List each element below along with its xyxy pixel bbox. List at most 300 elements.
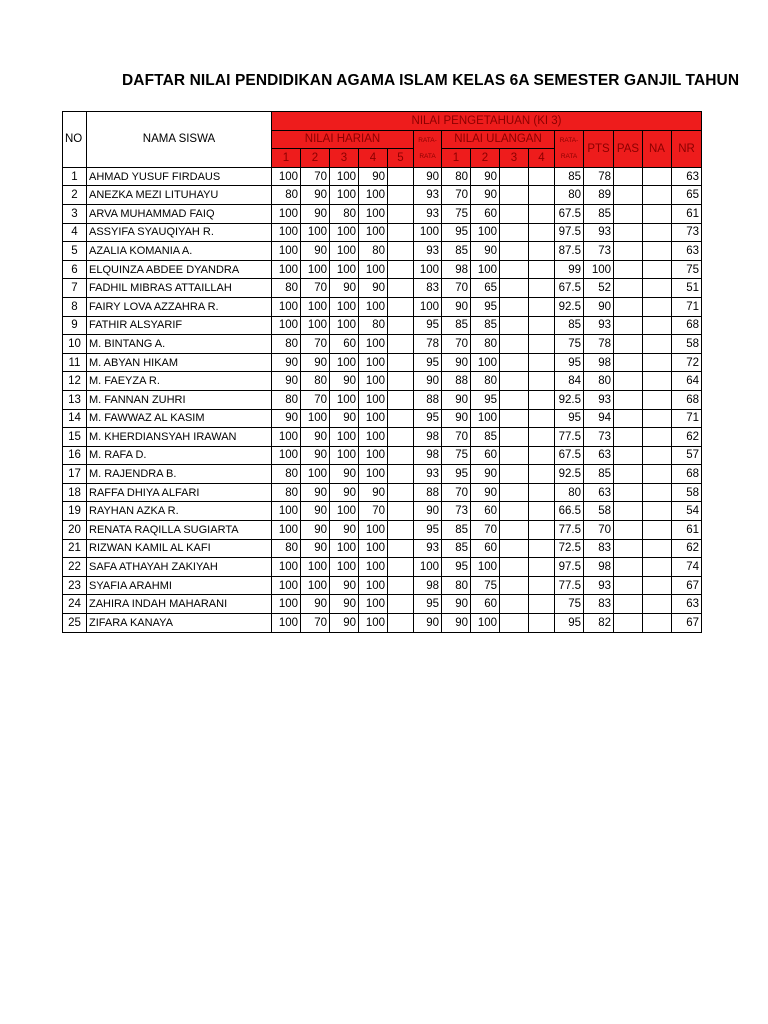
cell-ulangan-1: 85 <box>442 521 471 540</box>
cell-pts: 90 <box>584 297 614 316</box>
cell-no: 4 <box>63 223 87 242</box>
cell-pts: 63 <box>584 446 614 465</box>
cell-pts: 98 <box>584 558 614 577</box>
cell-nr: 54 <box>672 502 702 521</box>
cell-harian-2: 90 <box>301 186 330 205</box>
cell-pts: 85 <box>584 465 614 484</box>
cell-pts: 58 <box>584 502 614 521</box>
cell-ulangan-4 <box>529 521 555 540</box>
cell-ulangan-1: 75 <box>442 446 471 465</box>
cell-pts: 93 <box>584 390 614 409</box>
cell-ulangan-1: 70 <box>442 428 471 447</box>
cell-ulangan-1: 90 <box>442 595 471 614</box>
cell-harian-3: 100 <box>330 186 359 205</box>
cell-ulangan-2: 100 <box>471 409 500 428</box>
cell-harian-1: 100 <box>272 428 301 447</box>
cell-nr: 67 <box>672 576 702 595</box>
table-row <box>63 428 702 447</box>
cell-harian-2: 70 <box>301 614 330 633</box>
cell-ulangan-1: 70 <box>442 483 471 502</box>
cell-pts: 78 <box>584 335 614 354</box>
cell-harian-5 <box>388 167 414 186</box>
cell-harian-1: 80 <box>272 335 301 354</box>
cell-harian-1: 80 <box>272 186 301 205</box>
cell-na <box>643 558 672 577</box>
table-row <box>63 595 702 614</box>
cell-nr: 67 <box>672 614 702 633</box>
cell-no: 9 <box>63 316 87 335</box>
cell-harian-3: 90 <box>330 483 359 502</box>
cell-harian-2: 90 <box>301 446 330 465</box>
cell-ulangan-3 <box>500 595 529 614</box>
cell-ulangan-2: 60 <box>471 204 500 223</box>
cell-rata-rata-ulangan: 87.5 <box>555 242 584 261</box>
cell-harian-2: 80 <box>301 372 330 391</box>
header-nama-siswa: NAMA SISWA <box>87 112 272 168</box>
cell-nr: 51 <box>672 279 702 298</box>
cell-no: 15 <box>63 428 87 447</box>
cell-no: 19 <box>63 502 87 521</box>
cell-pas <box>614 483 643 502</box>
cell-harian-3: 100 <box>330 502 359 521</box>
cell-ulangan-1: 70 <box>442 186 471 205</box>
cell-rata-rata-harian: 90 <box>414 167 442 186</box>
cell-harian-3: 90 <box>330 372 359 391</box>
cell-ulangan-4 <box>529 558 555 577</box>
header-rata-rata-ulangan: RATA-RATA <box>555 130 584 167</box>
cell-ulangan-1: 80 <box>442 167 471 186</box>
cell-ulangan-3 <box>500 558 529 577</box>
cell-pts: 89 <box>584 186 614 205</box>
cell-ulangan-1: 85 <box>442 316 471 335</box>
cell-rata-rata-harian: 95 <box>414 353 442 372</box>
cell-ulangan-1: 98 <box>442 260 471 279</box>
cell-ulangan-2: 95 <box>471 390 500 409</box>
table-row <box>63 297 702 316</box>
cell-ulangan-3 <box>500 409 529 428</box>
cell-no: 13 <box>63 390 87 409</box>
cell-no: 7 <box>63 279 87 298</box>
table-row <box>63 186 702 205</box>
cell-na <box>643 539 672 558</box>
cell-harian-4: 100 <box>359 576 388 595</box>
cell-ulangan-4 <box>529 353 555 372</box>
cell-ulangan-2: 90 <box>471 242 500 261</box>
cell-ulangan-3 <box>500 316 529 335</box>
cell-rata-rata-harian: 98 <box>414 446 442 465</box>
cell-ulangan-4 <box>529 502 555 521</box>
cell-harian-1: 100 <box>272 242 301 261</box>
cell-harian-3: 100 <box>330 390 359 409</box>
cell-pts: 73 <box>584 242 614 261</box>
table-row <box>63 539 702 558</box>
cell-ulangan-3 <box>500 428 529 447</box>
cell-harian-2: 90 <box>301 483 330 502</box>
cell-student-name: AHMAD YUSUF FIRDAUS <box>87 167 272 186</box>
cell-harian-2: 70 <box>301 279 330 298</box>
cell-ulangan-4 <box>529 186 555 205</box>
cell-ulangan-3 <box>500 390 529 409</box>
cell-student-name: M. BINTANG A. <box>87 335 272 354</box>
cell-rata-rata-harian: 95 <box>414 316 442 335</box>
cell-ulangan-2: 60 <box>471 595 500 614</box>
cell-pts: 78 <box>584 167 614 186</box>
cell-harian-2: 70 <box>301 167 330 186</box>
cell-rata-rata-ulangan: 67.5 <box>555 279 584 298</box>
cell-na <box>643 167 672 186</box>
header-na: NA <box>643 130 672 167</box>
table-row <box>63 521 702 540</box>
cell-na <box>643 446 672 465</box>
cell-ulangan-1: 75 <box>442 204 471 223</box>
cell-nr: 63 <box>672 242 702 261</box>
table-row <box>63 390 702 409</box>
grade-table <box>62 111 702 633</box>
cell-no: 22 <box>63 558 87 577</box>
cell-harian-1: 100 <box>272 446 301 465</box>
cell-harian-5 <box>388 446 414 465</box>
cell-harian-5 <box>388 558 414 577</box>
cell-ulangan-2: 100 <box>471 353 500 372</box>
cell-harian-2: 100 <box>301 223 330 242</box>
cell-harian-4: 100 <box>359 297 388 316</box>
cell-harian-2: 70 <box>301 390 330 409</box>
cell-rata-rata-harian: 98 <box>414 428 442 447</box>
cell-harian-5 <box>388 390 414 409</box>
cell-student-name: M. KHERDIANSYAH IRAWAN <box>87 428 272 447</box>
cell-harian-2: 100 <box>301 260 330 279</box>
cell-harian-5 <box>388 372 414 391</box>
cell-ulangan-2: 60 <box>471 446 500 465</box>
cell-pts: 94 <box>584 409 614 428</box>
header-rata-rata-harian: RATA-RATA <box>414 130 442 167</box>
cell-harian-1: 80 <box>272 483 301 502</box>
cell-pas <box>614 576 643 595</box>
table-row <box>63 502 702 521</box>
cell-harian-4: 100 <box>359 446 388 465</box>
cell-pts: 83 <box>584 595 614 614</box>
cell-rata-rata-harian: 100 <box>414 297 442 316</box>
cell-nr: 75 <box>672 260 702 279</box>
cell-harian-5 <box>388 297 414 316</box>
header-harian-3: 3 <box>330 149 359 168</box>
cell-pas <box>614 521 643 540</box>
cell-ulangan-3 <box>500 186 529 205</box>
table-row <box>63 465 702 484</box>
cell-pas <box>614 558 643 577</box>
cell-harian-5 <box>388 409 414 428</box>
cell-pts: 93 <box>584 576 614 595</box>
cell-rata-rata-ulangan: 72.5 <box>555 539 584 558</box>
cell-na <box>643 465 672 484</box>
cell-pts: 52 <box>584 279 614 298</box>
cell-rata-rata-ulangan: 95 <box>555 409 584 428</box>
cell-na <box>643 297 672 316</box>
table-row <box>63 204 702 223</box>
cell-ulangan-4 <box>529 483 555 502</box>
cell-harian-5 <box>388 260 414 279</box>
header-pas: PAS <box>614 130 643 167</box>
cell-harian-5 <box>388 242 414 261</box>
cell-rata-rata-ulangan: 66.5 <box>555 502 584 521</box>
cell-harian-4: 100 <box>359 595 388 614</box>
cell-ulangan-4 <box>529 539 555 558</box>
cell-ulangan-2: 65 <box>471 279 500 298</box>
cell-harian-3: 100 <box>330 353 359 372</box>
cell-harian-4: 100 <box>359 335 388 354</box>
cell-student-name: ZAHIRA INDAH MAHARANI <box>87 595 272 614</box>
cell-ulangan-4 <box>529 335 555 354</box>
cell-harian-2: 90 <box>301 502 330 521</box>
cell-pas <box>614 390 643 409</box>
cell-ulangan-2: 100 <box>471 223 500 242</box>
cell-harian-2: 90 <box>301 242 330 261</box>
cell-harian-4: 100 <box>359 186 388 205</box>
page-title: DAFTAR NILAI PENDIDIKAN AGAMA ISLAM KELAS 6A SEMESTER GANJIL TAHUN <box>122 72 740 89</box>
cell-rata-rata-ulangan: 67.5 <box>555 446 584 465</box>
cell-no: 20 <box>63 521 87 540</box>
cell-harian-5 <box>388 576 414 595</box>
cell-ulangan-4 <box>529 576 555 595</box>
cell-rata-rata-ulangan: 77.5 <box>555 428 584 447</box>
cell-ulangan-4 <box>529 409 555 428</box>
cell-pas <box>614 204 643 223</box>
cell-na <box>643 242 672 261</box>
cell-harian-1: 80 <box>272 465 301 484</box>
header-harian-4: 4 <box>359 149 388 168</box>
cell-harian-4: 100 <box>359 353 388 372</box>
header-no: NO <box>63 112 87 168</box>
cell-no: 1 <box>63 167 87 186</box>
cell-ulangan-3 <box>500 521 529 540</box>
cell-ulangan-2: 70 <box>471 521 500 540</box>
cell-ulangan-4 <box>529 446 555 465</box>
cell-ulangan-3 <box>500 446 529 465</box>
cell-rata-rata-harian: 93 <box>414 242 442 261</box>
cell-student-name: M. FAWWAZ AL KASIM <box>87 409 272 428</box>
cell-harian-4: 80 <box>359 316 388 335</box>
cell-na <box>643 483 672 502</box>
cell-pas <box>614 409 643 428</box>
grade-table-body <box>63 167 702 632</box>
cell-na <box>643 279 672 298</box>
cell-harian-4: 70 <box>359 502 388 521</box>
table-row <box>63 446 702 465</box>
cell-harian-2: 90 <box>301 539 330 558</box>
cell-rata-rata-harian: 90 <box>414 372 442 391</box>
cell-no: 5 <box>63 242 87 261</box>
cell-harian-5 <box>388 353 414 372</box>
cell-na <box>643 502 672 521</box>
cell-harian-4: 100 <box>359 409 388 428</box>
cell-harian-5 <box>388 279 414 298</box>
cell-harian-1: 100 <box>272 223 301 242</box>
cell-ulangan-2: 85 <box>471 428 500 447</box>
cell-harian-4: 90 <box>359 483 388 502</box>
cell-harian-5 <box>388 521 414 540</box>
header-harian-1: 1 <box>272 149 301 168</box>
cell-rata-rata-ulangan: 75 <box>555 335 584 354</box>
cell-rata-rata-ulangan: 92.5 <box>555 390 584 409</box>
cell-harian-3: 100 <box>330 558 359 577</box>
cell-harian-4: 100 <box>359 428 388 447</box>
header-harian-2: 2 <box>301 149 330 168</box>
cell-no: 14 <box>63 409 87 428</box>
cell-ulangan-3 <box>500 502 529 521</box>
cell-pas <box>614 614 643 633</box>
cell-ulangan-4 <box>529 223 555 242</box>
cell-ulangan-2: 75 <box>471 576 500 595</box>
cell-harian-3: 100 <box>330 446 359 465</box>
cell-student-name: M. FAEYZA R. <box>87 372 272 391</box>
cell-ulangan-2: 80 <box>471 372 500 391</box>
cell-rata-rata-ulangan: 97.5 <box>555 558 584 577</box>
cell-nr: 61 <box>672 521 702 540</box>
cell-pts: 73 <box>584 428 614 447</box>
cell-harian-1: 90 <box>272 372 301 391</box>
cell-harian-4: 100 <box>359 204 388 223</box>
table-row <box>63 558 702 577</box>
cell-pas <box>614 372 643 391</box>
cell-ulangan-3 <box>500 167 529 186</box>
cell-ulangan-2: 100 <box>471 260 500 279</box>
cell-ulangan-4 <box>529 372 555 391</box>
cell-pts: 63 <box>584 483 614 502</box>
cell-rata-rata-ulangan: 77.5 <box>555 521 584 540</box>
cell-rata-rata-harian: 95 <box>414 595 442 614</box>
cell-ulangan-4 <box>529 595 555 614</box>
cell-harian-3: 60 <box>330 335 359 354</box>
cell-nr: 68 <box>672 316 702 335</box>
cell-pas <box>614 242 643 261</box>
cell-harian-5 <box>388 539 414 558</box>
cell-harian-1: 90 <box>272 353 301 372</box>
cell-ulangan-1: 90 <box>442 390 471 409</box>
cell-ulangan-4 <box>529 279 555 298</box>
cell-rata-rata-ulangan: 85 <box>555 316 584 335</box>
cell-no: 10 <box>63 335 87 354</box>
cell-harian-1: 80 <box>272 390 301 409</box>
cell-harian-3: 100 <box>330 242 359 261</box>
cell-harian-1: 80 <box>272 539 301 558</box>
cell-harian-1: 100 <box>272 297 301 316</box>
cell-ulangan-4 <box>529 167 555 186</box>
cell-nr: 64 <box>672 372 702 391</box>
cell-harian-4: 90 <box>359 279 388 298</box>
cell-harian-1: 100 <box>272 204 301 223</box>
cell-student-name: ELQUINZA ABDEE DYANDRA <box>87 260 272 279</box>
cell-harian-1: 100 <box>272 316 301 335</box>
cell-rata-rata-ulangan: 77.5 <box>555 576 584 595</box>
cell-ulangan-3 <box>500 539 529 558</box>
cell-harian-3: 100 <box>330 167 359 186</box>
cell-ulangan-3 <box>500 576 529 595</box>
cell-harian-4: 100 <box>359 390 388 409</box>
cell-ulangan-3 <box>500 204 529 223</box>
cell-nr: 74 <box>672 558 702 577</box>
cell-pas <box>614 595 643 614</box>
cell-student-name: ANEZKA MEZI LITUHAYU <box>87 186 272 205</box>
header-nilai-ulangan: NILAI ULANGAN <box>442 130 555 149</box>
cell-pts: 100 <box>584 260 614 279</box>
cell-ulangan-1: 73 <box>442 502 471 521</box>
cell-rata-rata-harian: 93 <box>414 465 442 484</box>
cell-harian-5 <box>388 316 414 335</box>
cell-rata-rata-ulangan: 92.5 <box>555 465 584 484</box>
cell-ulangan-1: 90 <box>442 353 471 372</box>
cell-pas <box>614 316 643 335</box>
cell-ulangan-4 <box>529 242 555 261</box>
cell-no: 18 <box>63 483 87 502</box>
cell-rata-rata-ulangan: 75 <box>555 595 584 614</box>
cell-na <box>643 428 672 447</box>
cell-student-name: AZALIA KOMANIA A. <box>87 242 272 261</box>
cell-harian-4: 100 <box>359 223 388 242</box>
cell-no: 12 <box>63 372 87 391</box>
table-row <box>63 223 702 242</box>
cell-nr: 58 <box>672 483 702 502</box>
cell-rata-rata-ulangan: 67.5 <box>555 204 584 223</box>
cell-harian-5 <box>388 428 414 447</box>
cell-ulangan-1: 85 <box>442 242 471 261</box>
cell-harian-1: 100 <box>272 167 301 186</box>
cell-na <box>643 576 672 595</box>
cell-harian-5 <box>388 483 414 502</box>
cell-ulangan-4 <box>529 316 555 335</box>
cell-harian-4: 100 <box>359 372 388 391</box>
cell-harian-1: 100 <box>272 595 301 614</box>
cell-na <box>643 521 672 540</box>
cell-na <box>643 260 672 279</box>
cell-harian-2: 70 <box>301 335 330 354</box>
cell-student-name: ARVA MUHAMMAD FAIQ <box>87 204 272 223</box>
cell-ulangan-3 <box>500 483 529 502</box>
cell-harian-4: 90 <box>359 167 388 186</box>
cell-no: 23 <box>63 576 87 595</box>
cell-pas <box>614 353 643 372</box>
cell-harian-3: 90 <box>330 521 359 540</box>
cell-ulangan-4 <box>529 260 555 279</box>
cell-ulangan-2: 90 <box>471 167 500 186</box>
table-row <box>63 167 702 186</box>
cell-pts: 82 <box>584 614 614 633</box>
cell-ulangan-3 <box>500 279 529 298</box>
cell-no: 17 <box>63 465 87 484</box>
cell-pts: 85 <box>584 204 614 223</box>
cell-no: 2 <box>63 186 87 205</box>
cell-rata-rata-ulangan: 92.5 <box>555 297 584 316</box>
cell-na <box>643 409 672 428</box>
cell-ulangan-4 <box>529 428 555 447</box>
cell-student-name: M. ABYAN HIKAM <box>87 353 272 372</box>
cell-harian-1: 100 <box>272 614 301 633</box>
cell-student-name: RENATA RAQILLA SUGIARTA <box>87 521 272 540</box>
cell-harian-5 <box>388 335 414 354</box>
cell-pas <box>614 260 643 279</box>
cell-rata-rata-harian: 88 <box>414 483 442 502</box>
cell-nr: 61 <box>672 204 702 223</box>
cell-ulangan-2: 60 <box>471 502 500 521</box>
cell-harian-3: 90 <box>330 279 359 298</box>
header-harian-5: 5 <box>388 149 414 168</box>
cell-harian-1: 100 <box>272 521 301 540</box>
cell-student-name: FAIRY LOVA AZZAHRA R. <box>87 297 272 316</box>
cell-rata-rata-harian: 93 <box>414 186 442 205</box>
cell-harian-3: 100 <box>330 223 359 242</box>
cell-harian-2: 90 <box>301 428 330 447</box>
table-row <box>63 614 702 633</box>
cell-ulangan-2: 60 <box>471 539 500 558</box>
